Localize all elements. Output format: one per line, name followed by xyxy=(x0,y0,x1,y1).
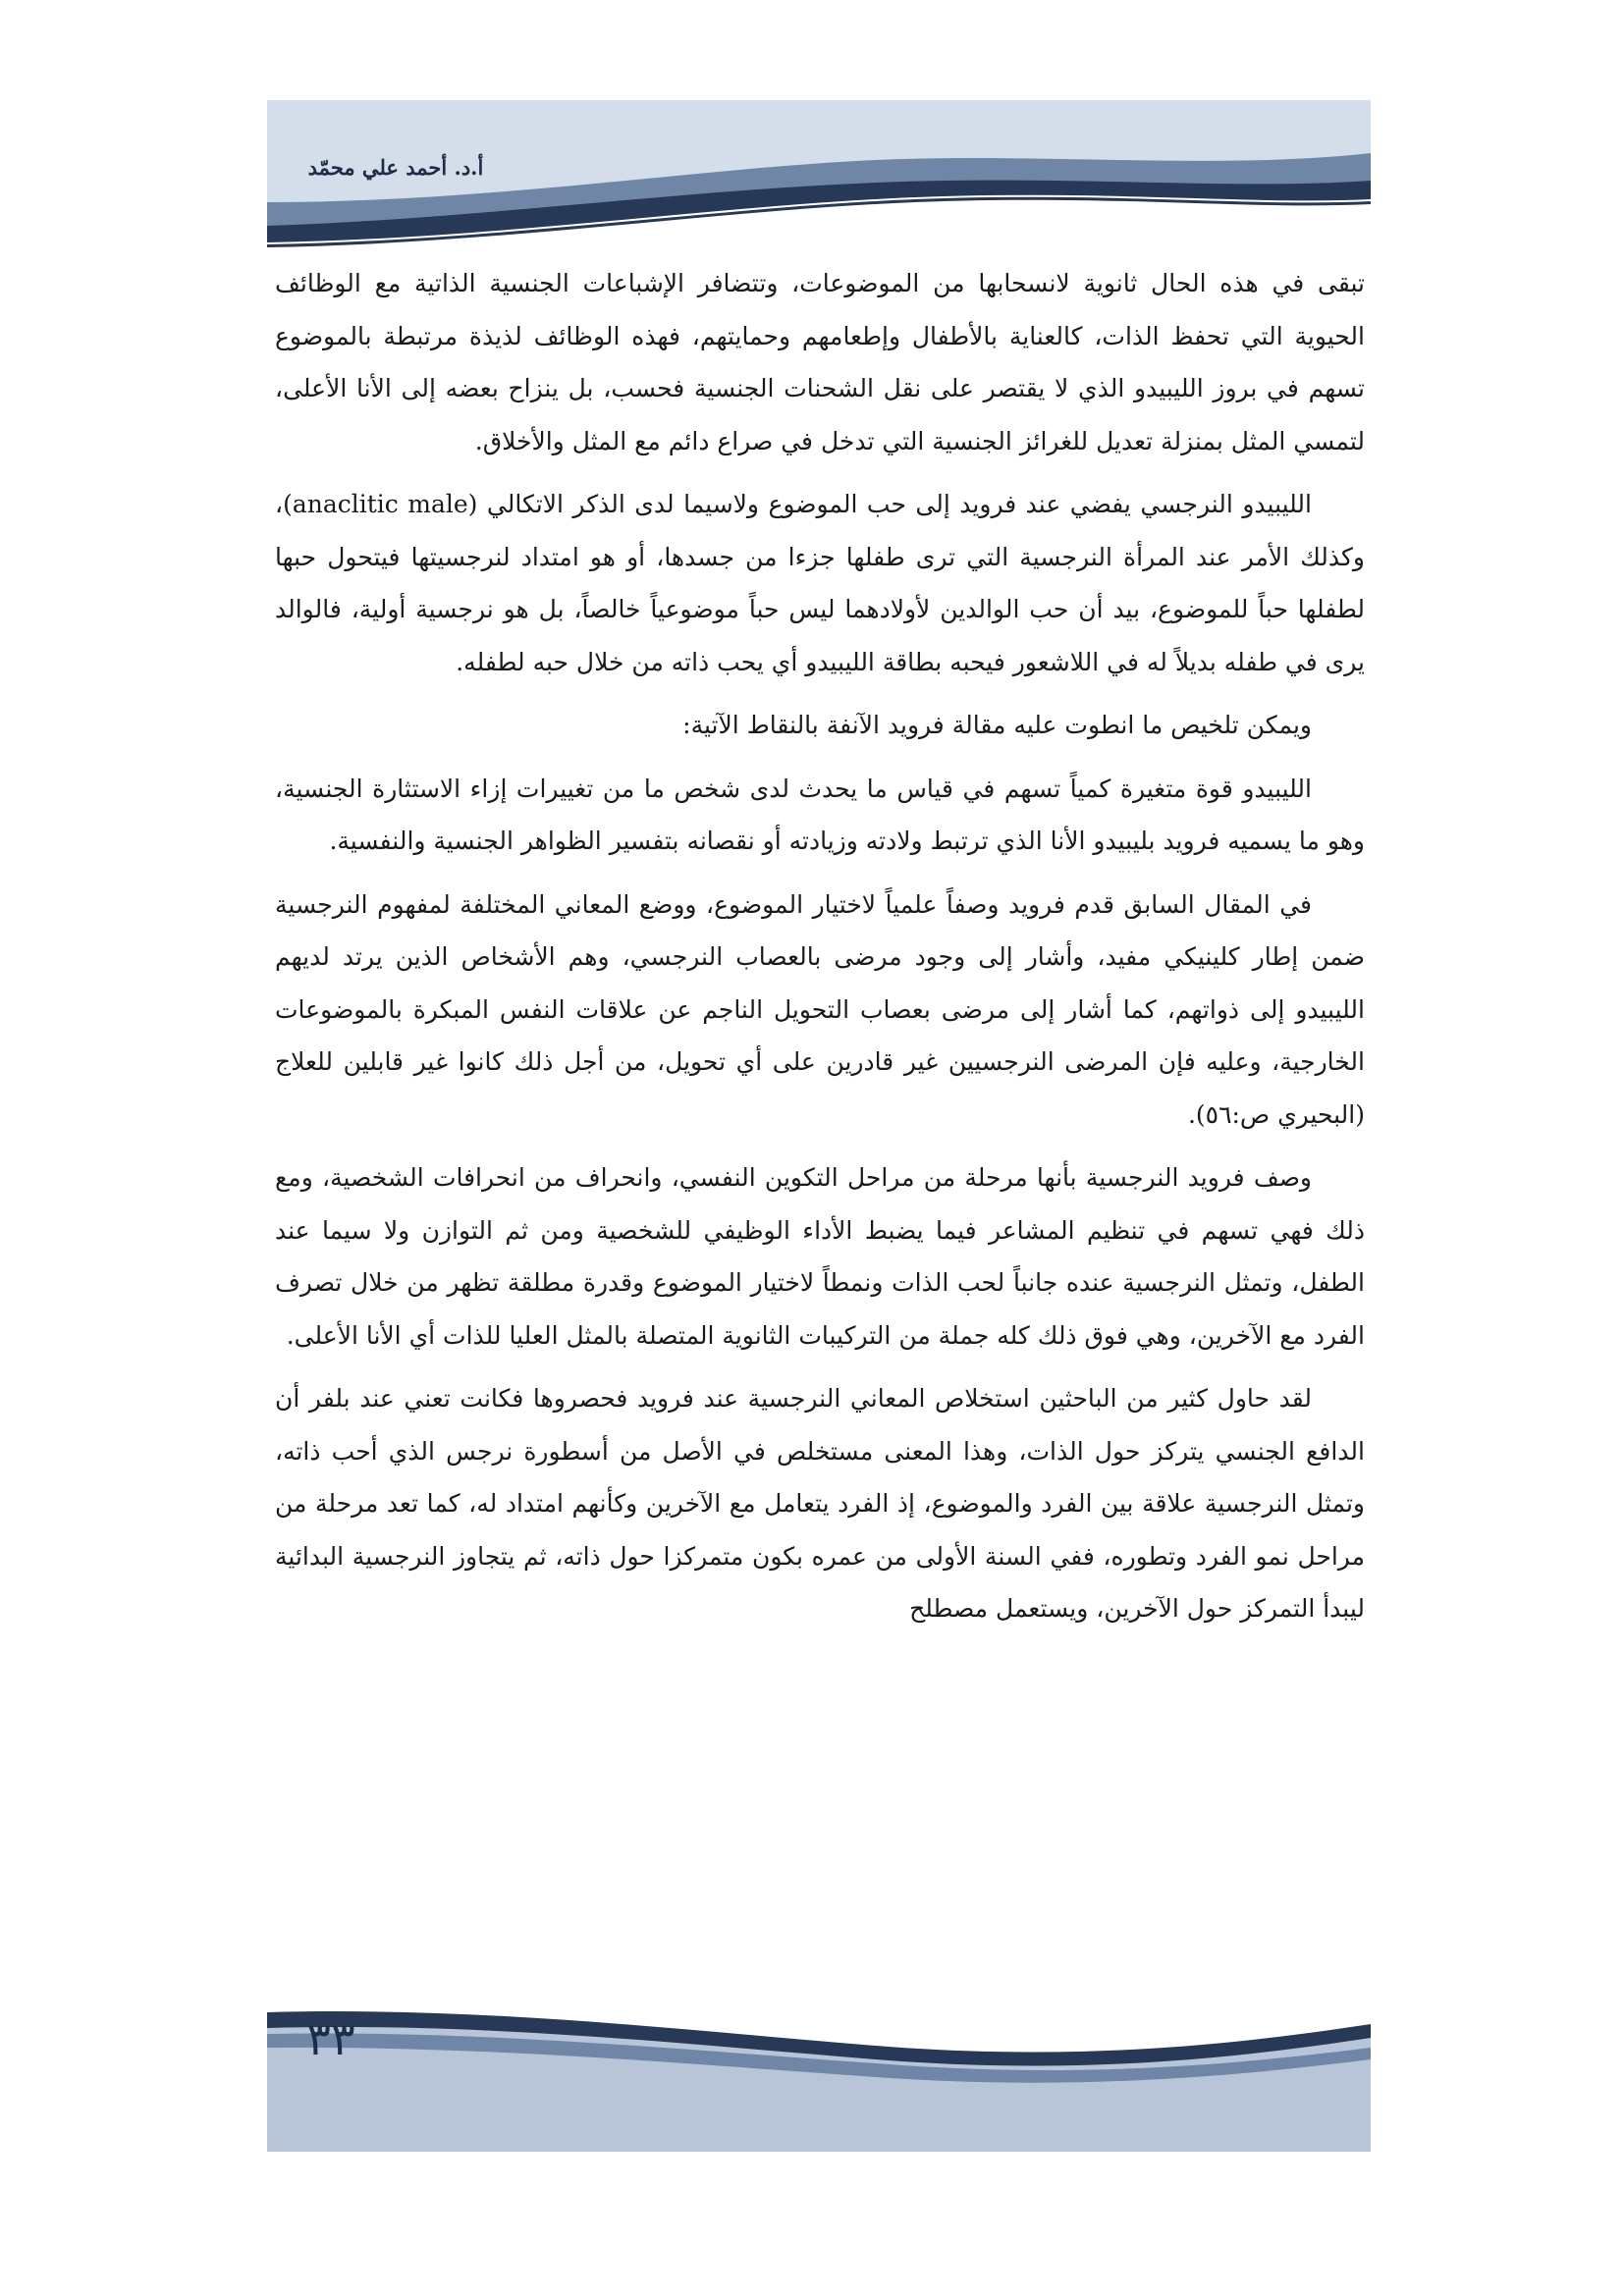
paragraph-1: تبقى في هذه الحال ثانوية لانسحابها من الموضوعات، وتتضافر الإشباعات الجنسية الذاتية مع الوظائف الحيوية التي تحفظ الذات، كالعناية بالأطفال وإطعامهم وحمايتهم، فهذه الوظائف لذيذة مرتبطة بالموضوع تسهم في بروز الليبيدو الذي لا يقتصر على نقل الشحنات الجنسية فحسب، بل ينزاح بعضه إلى الأنا الأعلى، لتمسي المثل بمنزلة تعديل للغرائز الجنسية التي تدخل في صراع دائم مع المثل والأخلاق. xyxy=(275,269,1365,455)
paragraph-7: لقد حاول كثير من الباحثين استخلاص المعاني النرجسية عند فرويد فحصروها فكانت تعني عند بلفر أن الدافع الجنسي يتركز حول الذات، وهذا المعنى مستخلص في الأصل من أسطورة نرجس الذي أحب ذاته، وتمثل النرجسية علاقة بين الفرد والموضوع، إذ الفرد يتعامل مع الآخرين وكأنهم امتداد له، كما تعد مرحلة من مراحل نمو الفرد وتطوره، ففي السنة الأولى من عمره بكون متمركزا حول ذاته، ثم يتجاوز النرجسية البدائية ليبدأ التمركز حول الآخرين، ويستعمل مصطلح xyxy=(275,1384,1365,1623)
footer-wave-graphic xyxy=(267,1995,1371,2152)
paragraph-3: ويمكن تلخيص ما انطوت عليه مقالة فرويد الآنفة بالنقاط الآتية: xyxy=(682,711,1312,739)
footer-wave-band xyxy=(267,1995,1371,2152)
page-number: ٣٣ xyxy=(306,2012,355,2065)
author-name: أ.د. أحمد علي محمّد xyxy=(307,155,484,180)
paragraph-4: الليبيدو قوة متغيرة كمياً تسهم في قياس ما يحدث لدى شخص ما من تغييرات إزاء الاستثارة الجنسية، وهو ما يسميه فرويد بليبيدو الأنا الذي ترتبط ولادته وزيادته أو نقصانه بتفسير الظواهر الجنسية والنفسية. xyxy=(275,774,1365,855)
paragraph-2: الليبيدو النرجسي يفضي عند فرويد إلى حب الموضوع ولاسيما لدى الذكر الاتكالي (anaclitic male)، وكذلك الأمر عند المرأة النرجسية التي ترى طفلها جزءا من جسدها، أو هو امتداد لنرجسيتها فيتحول حبها لطفلها حباً للموضوع، بيد أن حب الوالدين لأولادهما ليس حباً موضوعياً خالصاً، بل هو نرجسية أولية، فالوالد يرى في طفله بديلاً له في اللاشعور فيحبه بطاقة الليبيدو أي يحب ذاته من خلال حبه لطفله. xyxy=(275,490,1365,676)
body-text xyxy=(275,257,1365,1646)
paragraph-6: وصف فرويد النرجسية بأنها مرحلة من مراحل التكوين النفسي، وانحراف من انحرافات الشخصية، ومع ذلك فهي تسهم في تنظيم المشاعر فيما يضبط الأداء الوظيفي للشخصية ومن ثم التوازن ولا سيما عند الطفل، وتمثل النرجسية عنده جانباً لحب الذات ونمطاً لاختيار الموضوع وقدرة مطلقة تظهر من خلال تصرف الفرد مع الآخرين، وهي فوق ذلك كله جملة من التركيبات الثانوية المتصلة بالمثل العليا للذات أي الأنا الأعلى. xyxy=(275,1163,1365,1350)
paragraph-5: في المقال السابق قدم فرويد وصفاً علمياً لاختيار الموضوع، ووضع المعاني المختلفة لمفهوم النرجسية ضمن إطار كلينيكي مفيد، وأشار إلى وجود مرضى بالعصاب النرجسي، وهم الأشخاص الذين يرتد لديهم الليبيدو إلى ذواتهم، كما أشار إلى مرضى بعصاب التحويل الناجم عن علاقات النفس المبكرة بالموضوعات الخارجية، وعليه فإن المرضى النرجسيين غير قادرين على أي تحويل، من أجل ذلك كانوا غير قابلين للعلاج (البحيري ص:٥٦). xyxy=(275,889,1365,1129)
